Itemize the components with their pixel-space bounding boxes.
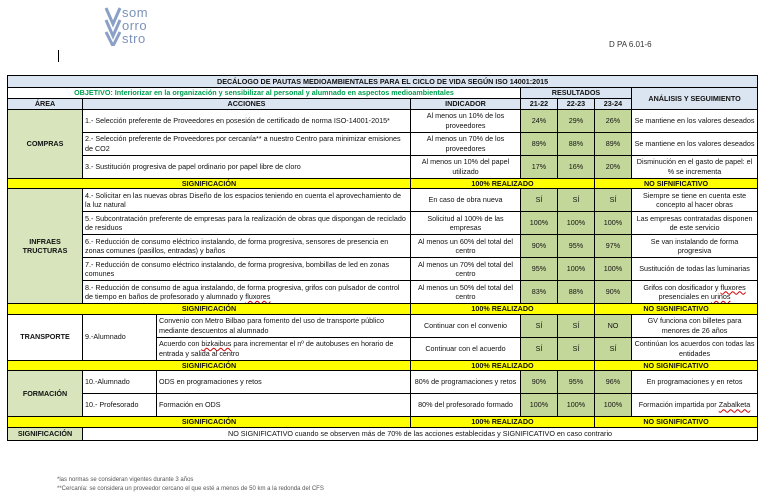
result-cell: 100% (595, 258, 632, 281)
analysis-cell: Las empresas contratadas disponen de este servicio (632, 212, 758, 235)
indicator-cell: Continuar con el acuerdo (411, 337, 521, 360)
logo-word-2: orro (122, 18, 148, 33)
indicator-cell: En caso de obra nueva (411, 189, 521, 212)
result-cell: 90% (521, 371, 558, 394)
result-cell: NO (595, 314, 632, 337)
result-cell: 95% (558, 235, 595, 258)
significance-result: 100% REALIZADO (411, 304, 595, 315)
results-header: RESULTADOS (521, 88, 632, 99)
action-cell: 6.- Reducción de consumo eléctrico instalando, de forma progresiva, sensores de presencia en zonas comunes (pasillos, entradas) y baños (83, 235, 411, 258)
action-cell: 1.- Selección preferente de Proveedores en posesión de certificado de norma ISO-14001-2015* (83, 109, 411, 132)
table-row (8, 189, 758, 212)
analysis-misspelled-word: urinos (710, 292, 731, 301)
significance-label: SIGNIFICACIÓN (8, 360, 411, 371)
result-cell: 95% (521, 258, 558, 281)
result-cell: 100% (558, 394, 595, 417)
analysis-cell: Se van instalando de forma progresiva (632, 235, 758, 258)
environmental-guidelines-table (7, 75, 758, 441)
result-cell: 95% (558, 371, 595, 394)
result-cell: 26% (595, 109, 632, 132)
result-cell: 100% (521, 212, 558, 235)
year-header-2122: 21-22 (521, 99, 558, 110)
action-cell (157, 337, 411, 360)
result-cell: 100% (558, 212, 595, 235)
actions-header: ACCIONES (83, 99, 411, 110)
text-cursor (58, 50, 59, 62)
table-row (8, 281, 758, 304)
analysis-cell: En programaciones y en retos (632, 371, 758, 394)
result-cell: SÍ (595, 189, 632, 212)
indicator-cell: Al menos un 10% de los proveedores (411, 109, 521, 132)
analysis-cell: Continúan los acuerdos con todas las entidades (632, 337, 758, 360)
year-header-2324: 23-24 (595, 99, 632, 110)
result-cell: SÍ (558, 314, 595, 337)
result-cell: 100% (595, 212, 632, 235)
analysis-cell: GV funciona con billetes para menores de 26 años (632, 314, 758, 337)
significance-row (8, 178, 758, 189)
indicator-cell: Al menos un 70% de los proveedores (411, 132, 521, 155)
indicator-cell: Al menos un 60% del total del centro (411, 235, 521, 258)
indicator-cell: Solicitud al 100% de las empresas (411, 212, 521, 235)
analysis-misspelled-word: Zabalketa (718, 400, 751, 410)
significance-status: NO SIGNIFICATIVO (595, 360, 758, 371)
result-cell: SÍ (521, 314, 558, 337)
table-row (8, 212, 758, 235)
analysis-cell: Se mantiene en los valores deseados (632, 132, 758, 155)
area-transporte: TRANSPORTE (8, 314, 83, 360)
area-compras: COMPRAS (8, 109, 83, 178)
logo-mark-icon (104, 6, 124, 46)
final-significance-row (8, 427, 758, 440)
analysis-misspelled-word: fluxores (720, 282, 746, 292)
analysis-cell: Se mantiene en los valores deseados (632, 109, 758, 132)
area-header: ÁREA (8, 99, 83, 110)
significance-row (8, 360, 758, 371)
action-text: 8.- Reducción de consumo de agua instalando, de forma progresiva, grifos con pulsador de control de tiempo en baños de profesorado y alumnado y (85, 282, 400, 301)
area-infra-line2: TRUCTURAS (22, 246, 68, 255)
action-cell (83, 281, 411, 304)
significance-label: SIGNIFICACIÓN (8, 304, 411, 315)
result-cell: SÍ (595, 337, 632, 360)
result-cell: 100% (595, 394, 632, 417)
logo-word-3: stro (122, 31, 146, 46)
action-cell: 4.- Solicitar en las nuevas obras Diseño de los espacios teniendo en cuenta el aprovechamiento de la luz natural (83, 189, 411, 212)
action-misspelled-word: bizkaibus (201, 339, 232, 348)
result-cell: 100% (558, 258, 595, 281)
indicator-cell: 80% de programaciones y retos (411, 371, 521, 394)
result-cell: 96% (595, 371, 632, 394)
logo-word-1: som (122, 5, 149, 20)
action-cell: Convenio con Metro Bilbao para fomento del uso de transporte público mediante descuentos al alumnado (157, 314, 411, 337)
area-infra-line1: INFRAES (29, 236, 61, 246)
result-cell: 90% (595, 281, 632, 304)
analysis-text: Formación impartida por (638, 400, 719, 410)
action-cell: ODS en programaciones y retos (157, 371, 411, 394)
table-row (8, 314, 758, 337)
analysis-cell: Disminución en el gasto de papel: el % se incrementa (632, 155, 758, 178)
analysis-cell (632, 394, 758, 417)
significance-row (8, 417, 758, 428)
action-cell: 2.- Selección preferente de Proveedores por cercanía** a nuestro Centro para minimizar emisiones de CO2 (83, 132, 411, 155)
action-misspelled-word: fluxores (245, 292, 271, 301)
table-row (8, 394, 758, 417)
final-significance-text: NO SIGNIFICATIVO cuando se observen más de 70% de las acciones establecidas y SIGNIFICATIVO en caso contrario (83, 427, 758, 440)
footnotes (57, 476, 324, 493)
final-significance-label: SIGNIFICACIÓN (8, 427, 83, 440)
indicator-cell: Al menos un 10% del papel utilizado (411, 155, 521, 178)
analysis-header: ANÁLISIS Y SEGUIMIENTO (632, 88, 758, 110)
table-row (8, 258, 758, 281)
significance-label: SIGNIFICACIÓN (8, 178, 411, 189)
result-cell: 88% (558, 132, 595, 155)
action-cell: 3.- Sustitución progresiva de papel ordinario por papel libre de cloro (83, 155, 411, 178)
result-cell: SÍ (558, 337, 595, 360)
table-row (8, 155, 758, 178)
action-cell: Formación en ODS (157, 394, 411, 417)
significance-result: 100% REALIZADO (411, 360, 595, 371)
analysis-cell (632, 281, 758, 304)
footnote-1: *las normas se consideran vigentes durante 3 años (57, 477, 194, 483)
analysis-text: Grifos con dosificador y (643, 282, 721, 292)
significance-status: NO SIGNIFICATIVO (595, 304, 758, 315)
objective-row: OBJETIVO: Interiorizar en la organización y sensibilizar al personal y alumnado en aspectos medioambientales (8, 88, 521, 99)
significance-result: 100% REALIZADO (411, 417, 595, 428)
result-cell: 89% (521, 132, 558, 155)
table-row (8, 109, 758, 132)
result-cell: 16% (558, 155, 595, 178)
formation-sub-area: 10.-Alumnado (83, 371, 157, 394)
action-text: para incrementar el nº de autobuses en horario de entrada y salida al centro (159, 339, 394, 358)
significance-row (8, 304, 758, 315)
action-text: Acuerdo con (159, 339, 202, 348)
year-header-2223: 22-23 (558, 99, 595, 110)
result-cell: 83% (521, 281, 558, 304)
analysis-cell: Siempre se tiene en cuenta este concepto al hacer obras (632, 189, 758, 212)
table-row (8, 235, 758, 258)
result-cell: 97% (595, 235, 632, 258)
table-row (8, 371, 758, 394)
significance-status: NO SIFNIFICATIVO (595, 178, 758, 189)
indicator-cell: Continuar con el convenio (411, 314, 521, 337)
significance-status: NO SIGNIFICATIVO (595, 417, 758, 428)
significance-result: 100% REALIZADO (411, 178, 595, 189)
area-formacion: FORMACIÓN (8, 371, 83, 417)
transport-sub-area: 9.-Alumnado (83, 314, 157, 360)
indicator-cell: Al menos un 50% del total del centro (411, 281, 521, 304)
result-cell: 17% (521, 155, 558, 178)
result-cell: 89% (595, 132, 632, 155)
footnote-2: **Cercanía: se considera un proveedor cercano el que esté a menos de 50 km a la redonda del CFS (57, 485, 324, 492)
formation-sub-area: 10.- Profesorado (83, 394, 157, 417)
result-cell: SÍ (558, 189, 595, 212)
result-cell: 29% (558, 109, 595, 132)
document-code: D PA 6.01-6 (609, 40, 652, 49)
indicator-cell: 80% del profesorado formado (411, 394, 521, 417)
indicator-cell: Al menos un 70% del total del centro (411, 258, 521, 281)
result-cell: 100% (521, 394, 558, 417)
table-row (8, 132, 758, 155)
result-cell: SÍ (521, 337, 558, 360)
significance-label: SIGNIFICACIÓN (8, 417, 411, 428)
action-cell: 5.- Subcontratación preferente de empresas para la realización de obras que dispongan de reciclado de residuos (83, 212, 411, 235)
result-cell: SÍ (521, 189, 558, 212)
analysis-text: presenciales en (658, 292, 711, 301)
result-cell: 24% (521, 109, 558, 132)
action-cell: 7.- Reducción de consumo eléctrico instalando, de forma progresiva, bombillas de led en zonas comunes (83, 258, 411, 281)
area-infraestructuras (8, 189, 83, 304)
table-title: DECÁLOGO DE PAUTAS MEDIOAMBIENTALES PARA EL CICLO DE VIDA SEGÚN ISO 14001:2015 (8, 76, 758, 88)
result-cell: 20% (595, 155, 632, 178)
indicator-header: INDICADOR (411, 99, 521, 110)
analysis-cell: Sustitución de todas las luminarias (632, 258, 758, 281)
result-cell: 88% (558, 281, 595, 304)
somorrostro-logo (104, 4, 194, 48)
result-cell: 90% (521, 235, 558, 258)
